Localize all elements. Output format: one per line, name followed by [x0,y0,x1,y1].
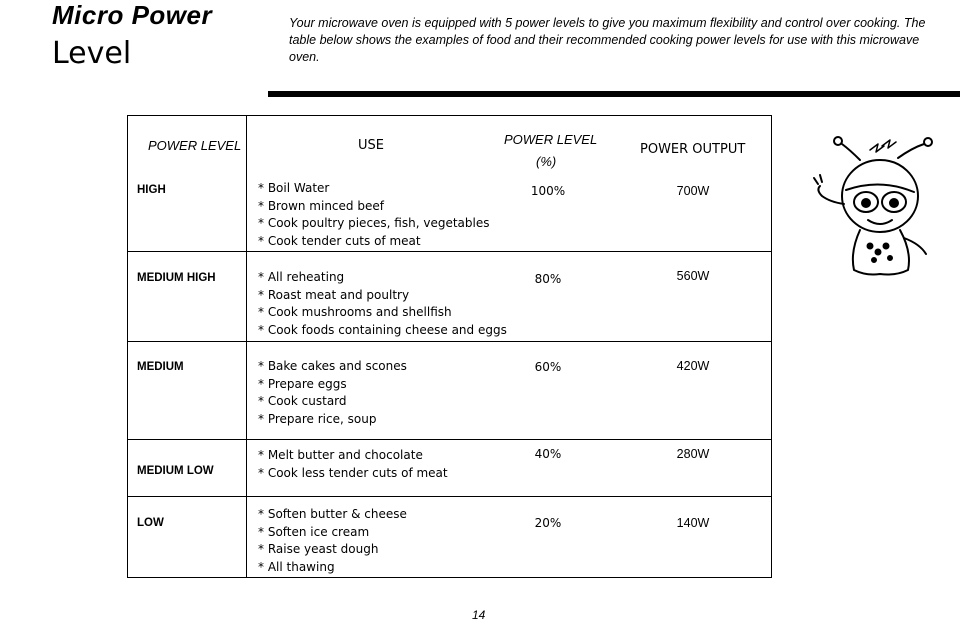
use-item: * Cook mushrooms and shellfish [258,304,507,322]
intro-paragraph: Your microwave oven is equipped with 5 power levels to give you maximum flexibility and control over cooking. The table below shows the examples of food and their recommended cooking power levels for use with this microwave oven. [289,16,926,64]
row-uses [258,269,507,339]
power-level-table [127,115,772,578]
use-item: * Boil Water [258,180,489,198]
cartoon-mascot-icon [800,130,960,280]
row-divider [128,496,771,497]
use-item: * All reheating [258,269,507,287]
page-number: 14 [472,608,486,622]
header-use: USE [358,138,384,153]
header-rule [268,91,960,97]
row-level: MEDIUM LOW [137,465,214,477]
row-percent: 40% [534,447,562,461]
page-title-line1: Micro Power [52,0,213,30]
row-uses [258,180,489,250]
row-percent: 60% [534,360,562,374]
use-item: * Bake cakes and scones [258,358,407,376]
row-output: 280W [676,447,710,461]
header-power-output: POWER OUTPUT [640,142,746,157]
use-item: * Melt butter and chocolate [258,447,448,465]
use-item: * Prepare rice, soup [258,411,407,429]
use-item: * Cook less tender cuts of meat [258,465,448,483]
page-title-line2: Level [52,36,132,71]
row-percent: 100% [530,184,566,198]
row-percent: 20% [534,516,562,530]
row-uses [258,506,407,576]
column-divider [246,116,247,577]
row-divider [128,251,771,252]
row-level: MEDIUM HIGH [137,272,216,284]
use-item: * Cook tender cuts of meat [258,233,489,251]
use-item: * Roast meat and poultry [258,287,507,305]
use-item: * Cook foods containing cheese and eggs [258,322,507,340]
row-output: 140W [676,516,710,530]
row-uses [258,358,407,428]
header-power-level: POWER LEVEL [148,138,242,153]
row-output: 560W [676,269,710,283]
header-percent-line2: (%) [536,154,557,169]
use-item: * All thawing [258,559,407,577]
use-item: * Prepare eggs [258,376,407,394]
use-item: * Raise yeast dough [258,541,407,559]
use-item: * Cook poultry pieces, fish, vegetables [258,215,489,233]
use-item: * Brown minced beef [258,198,489,216]
row-percent: 80% [534,272,562,286]
row-divider [128,439,771,440]
use-item: * Cook custard [258,393,407,411]
use-item: * Soften ice cream [258,524,407,542]
use-item: * Soften butter & cheese [258,506,407,524]
row-level: MEDIUM [137,361,184,373]
row-divider [128,341,771,342]
row-output: 420W [676,359,710,373]
row-uses [258,447,448,482]
row-level: HIGH [137,184,166,196]
header-percent-line1: POWER LEVEL [504,132,598,147]
row-level: LOW [137,517,164,529]
row-output: 700W [676,184,710,198]
